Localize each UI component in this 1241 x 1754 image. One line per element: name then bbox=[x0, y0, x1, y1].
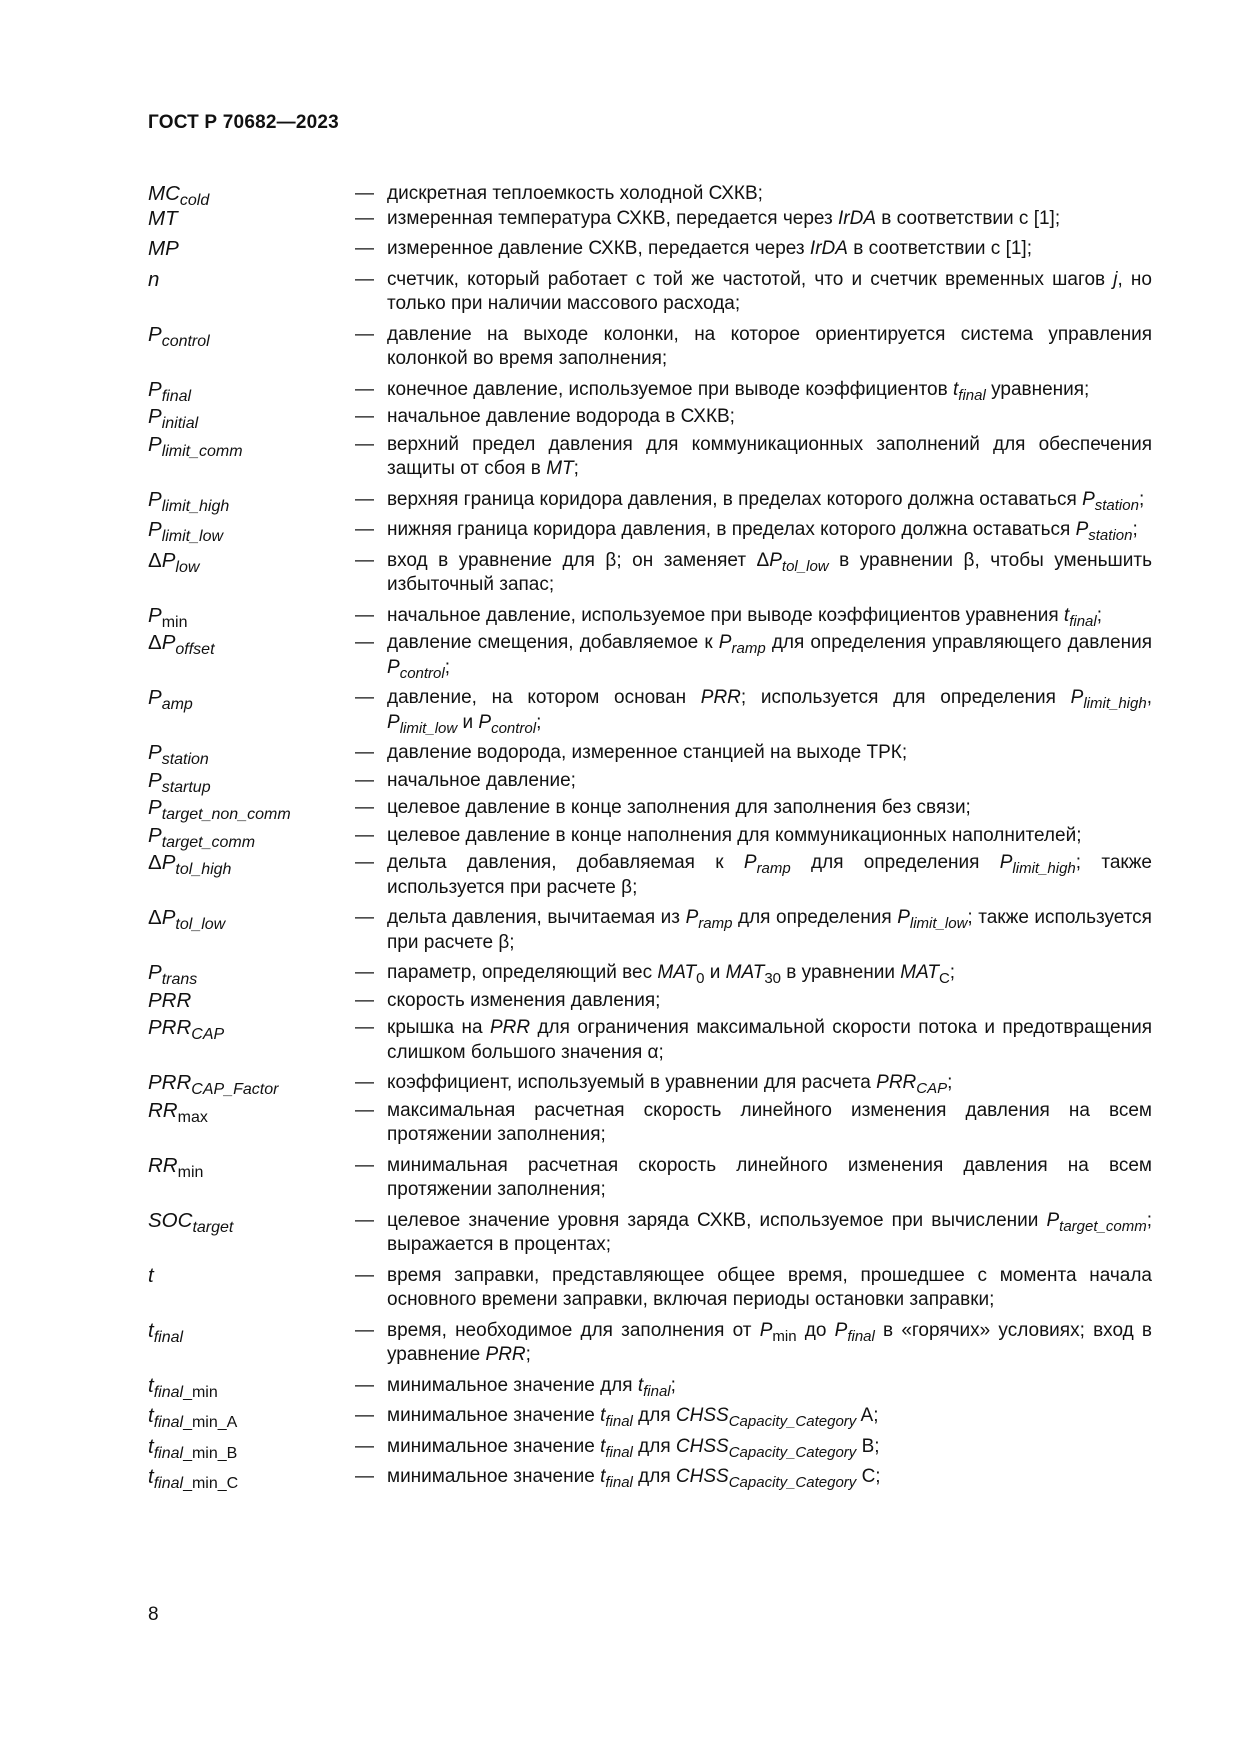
term-dash: — bbox=[355, 323, 374, 345]
term-definition: конечное давление, используемое при выводе коэффициентов $t_{final}$ уравнения; bbox=[387, 378, 1090, 404]
term-symbol: $t_{final\_min\_C}$ bbox=[148, 1465, 239, 1492]
term-dash: — bbox=[355, 1319, 374, 1341]
term-symbol: $\Delta P_{tol\_low}$ bbox=[148, 906, 226, 933]
term-definition: минимальная расчетная скорость линейного изменения давления на всем протяжении заполнения; bbox=[387, 1154, 1152, 1200]
term-symbol: $RR_{min}$ bbox=[148, 1153, 204, 1181]
term-symbol: $PRR_{CAP\_Factor}$ bbox=[148, 1071, 279, 1098]
term-symbol: MT bbox=[148, 206, 178, 230]
term-definition: целевое давление в конце заполнения для заполнения без связи; bbox=[387, 797, 971, 818]
term-symbol: $P_{limit\_comm}$ bbox=[148, 432, 243, 460]
term-dash: — bbox=[355, 1072, 374, 1093]
term-definition: максимальная расчетная скорость линейного изменения давления на всем протяжении заполнения; bbox=[387, 1099, 1152, 1145]
term-definition: давление водорода, измеренное станцией на выходе ТРК; bbox=[387, 742, 908, 763]
term-definition: параметр, определяющий вес $MAT_0$ и $MAT_{30}$ в уравнении $MAT_C$; bbox=[387, 962, 956, 987]
term-dash: — bbox=[355, 378, 374, 400]
term-dash: — bbox=[355, 268, 374, 290]
term-symbol: $P_{control}$ bbox=[148, 322, 210, 350]
term-definition: верхняя граница коридора давления, в пределах которого должна оставаться $P_{station}$; bbox=[387, 488, 1145, 514]
definition-entry bbox=[148, 1374, 1152, 1399]
definition-entry bbox=[148, 378, 1152, 403]
term-dash: — bbox=[355, 604, 374, 626]
term-definition: время заправки, представляющее общее время, прошедшее с момента начала основного времени заправки, включая периоды остановки заправки; bbox=[387, 1264, 1152, 1310]
term-definition: счетчик, который работает с той же частотой, что и счетчик временных шагов j, но только при наличии массового расхода; bbox=[387, 268, 1152, 314]
definition-entry bbox=[148, 237, 1152, 262]
term-symbol: PRR bbox=[148, 988, 192, 1012]
term-definition: давление, на котором основан PRR; используется для определения $P_{limit\_high}$, $P_{limit\_low}$ и $P_{control}$; bbox=[387, 687, 1152, 737]
term-dash: — bbox=[355, 1374, 374, 1396]
term-dash: — bbox=[355, 1017, 374, 1038]
term-symbol: n bbox=[148, 267, 160, 291]
term-dash: — bbox=[355, 1435, 374, 1457]
term-definition: минимальное значение $t_{final}$ для $CHSS_{Capacity\_Category}$ A; bbox=[387, 1405, 879, 1430]
term-definition: начальное давление, используемое при выводе коэффициентов уравнения $t_{final}$; bbox=[387, 604, 1103, 630]
term-dash: — bbox=[355, 433, 374, 455]
term-dash: — bbox=[355, 488, 374, 510]
definition-entry bbox=[148, 207, 1152, 232]
term-definition: минимальное значение для $t_{final}$; bbox=[387, 1374, 676, 1400]
definition-entry bbox=[148, 824, 1152, 849]
definition-entry bbox=[148, 1154, 1152, 1203]
term-dash: — bbox=[355, 852, 374, 873]
term-definition: коэффициент, используемый в уравнении для расчета $PRR_{CAP}$; bbox=[387, 1072, 953, 1097]
page-number: 8 bbox=[148, 1604, 159, 1625]
term-definition: дельта давления, вычитаемая из $P_{ramp}$ для определения $P_{limit\_low}$; также используется при расчете β; bbox=[387, 907, 1152, 953]
term-dash: — bbox=[355, 632, 374, 653]
term-dash: — bbox=[355, 1209, 374, 1231]
term-definition: давление на выходе колонки, на которое ориентируется система управления колонкой во время заполнения; bbox=[387, 323, 1152, 369]
term-dash: — bbox=[355, 907, 374, 928]
term-symbol: $\Delta P_{low}$ bbox=[148, 548, 200, 576]
term-symbol: $P_{amp}$ bbox=[148, 686, 193, 713]
term-dash: — bbox=[355, 1405, 374, 1426]
term-symbol: $P_{station}$ bbox=[148, 741, 209, 768]
term-symbol: $t_{final\_min}$ bbox=[148, 1373, 218, 1401]
term-symbol: $P_{trans}$ bbox=[148, 961, 198, 988]
term-definition: целевое значение уровня заряда СХКВ, используемое при вычислении $P_{target\_comm}$; выражается в процентах; bbox=[387, 1209, 1152, 1255]
term-definition: верхний предел давления для коммуникационных заполнений для обеспечения защиты от сбоя в MT; bbox=[387, 433, 1152, 479]
term-dash: — bbox=[355, 549, 374, 571]
definition-entry bbox=[148, 769, 1152, 794]
term-definition: вход в уравнение для β; он заменяет $\Delta P_{tol\_low}$ в уравнении β, чтобы уменьшить избыточный запас; bbox=[387, 549, 1152, 595]
document-header: ГОСТ Р 70682—2023 bbox=[148, 112, 339, 133]
term-symbol: $P_{startup}$ bbox=[148, 768, 211, 796]
term-definition: начальное давление; bbox=[387, 769, 576, 791]
term-symbol: $P_{target\_comm}$ bbox=[148, 823, 256, 851]
definitions-list bbox=[148, 182, 1152, 1490]
definition-entry bbox=[148, 686, 1152, 735]
term-definition: давление смещения, добавляемое к $P_{ramp}$ для определения управляющего давления $P_{control}$; bbox=[387, 632, 1152, 682]
term-definition: дискретная теплоемкость холодной СХКВ; bbox=[387, 183, 763, 204]
term-dash: — bbox=[355, 519, 374, 540]
term-symbol: $P_{limit\_high}$ bbox=[148, 487, 230, 515]
term-dash: — bbox=[355, 1466, 374, 1487]
definition-entry bbox=[148, 1404, 1152, 1429]
definition-entry bbox=[148, 323, 1152, 372]
definition-entry bbox=[148, 1209, 1152, 1258]
term-definition: измеренное давление СХКВ, передается через IrDA в соответствии с [1]; bbox=[387, 238, 1032, 259]
term-symbol: $P_{initial}$ bbox=[148, 405, 199, 432]
definition-entry bbox=[148, 268, 1152, 317]
term-dash: — bbox=[355, 1099, 374, 1121]
term-symbol: $RR_{max}$ bbox=[148, 1098, 208, 1126]
definition-entry bbox=[148, 433, 1152, 482]
term-symbol: $P_{target\_non\_comm}$ bbox=[148, 796, 291, 823]
definition-entry bbox=[148, 796, 1152, 821]
term-dash: — bbox=[355, 742, 374, 763]
term-symbol: $PRR_{CAP}$ bbox=[148, 1016, 225, 1043]
term-symbol: $P_{final}$ bbox=[148, 377, 192, 405]
term-definition: скорость изменения давления; bbox=[387, 989, 661, 1011]
definition-entry bbox=[148, 961, 1152, 986]
term-dash: — bbox=[355, 962, 374, 983]
term-symbol: $\Delta P_{offset}$ bbox=[148, 631, 215, 658]
definition-entry bbox=[148, 182, 1152, 207]
term-definition: начальное давление водорода в СХКВ; bbox=[387, 406, 735, 427]
term-dash: — bbox=[355, 207, 374, 229]
term-dash: — bbox=[355, 824, 374, 846]
term-definition: нижняя граница коридора давления, в пределах которого должна оставаться $P_{station}$; bbox=[387, 519, 1138, 544]
definition-entry bbox=[148, 405, 1152, 430]
term-symbol: $t_{final\_min\_B}$ bbox=[148, 1434, 238, 1462]
term-symbol: t bbox=[148, 1263, 154, 1287]
term-symbol: MP bbox=[148, 237, 179, 260]
definition-entry bbox=[148, 604, 1152, 629]
definition-entry bbox=[148, 549, 1152, 598]
term-definition: минимальное значение $t_{final}$ для $CHSS_{Capacity\_Category}$ C; bbox=[387, 1466, 881, 1491]
definition-entry bbox=[148, 1099, 1152, 1148]
term-dash: — bbox=[355, 989, 374, 1011]
term-dash: — bbox=[355, 687, 374, 708]
term-definition: измеренная температура СХКВ, передается через IrDA в соответствии с [1]; bbox=[387, 207, 1061, 229]
term-symbol: $t_{final}$ bbox=[148, 1318, 184, 1346]
term-symbol: $SOC_{target}$ bbox=[148, 1208, 234, 1236]
term-dash: — bbox=[355, 406, 374, 427]
term-definition: дельта давления, добавляемая к $P_{ramp}$ для определения $P_{limit\_high}$; также используется при расчете β; bbox=[387, 852, 1152, 898]
definition-entry bbox=[148, 1264, 1152, 1313]
term-definition: время, необходимое для заполнения от $P_{min}$ до $P_{final}$ в «горячих» условиях; вход в уравнение PRR; bbox=[387, 1319, 1152, 1365]
definition-entry bbox=[148, 1465, 1152, 1490]
term-dash: — bbox=[355, 183, 374, 204]
term-symbol: $P_{min}$ bbox=[148, 603, 188, 631]
definition-entry bbox=[148, 1435, 1152, 1460]
definition-entry bbox=[148, 1319, 1152, 1368]
definition-entry bbox=[148, 741, 1152, 766]
term-definition: целевое давление в конце наполнения для коммуникационных наполнителей; bbox=[387, 824, 1082, 846]
term-dash: — bbox=[355, 1264, 374, 1286]
term-dash: — bbox=[355, 769, 374, 791]
term-dash: — bbox=[355, 238, 374, 259]
definition-entry bbox=[148, 1071, 1152, 1096]
term-definition: минимальное значение $t_{final}$ для $CHSS_{Capacity\_Category}$ B; bbox=[387, 1435, 880, 1461]
definition-entry bbox=[148, 1016, 1152, 1065]
definition-entry bbox=[148, 906, 1152, 955]
term-definition: крышка на PRR для ограничения максимальной скорости потока и предотвращения слишком большого значения α; bbox=[387, 1017, 1152, 1063]
definition-entry bbox=[148, 851, 1152, 900]
term-dash: — bbox=[355, 1154, 374, 1176]
term-symbol: $\Delta P_{tol\_high}$ bbox=[148, 851, 232, 878]
definition-entry bbox=[148, 488, 1152, 513]
term-symbol: $P_{limit\_low}$ bbox=[148, 518, 224, 545]
term-symbol: $MC_{cold}$ bbox=[148, 182, 210, 209]
term-symbol: $t_{final\_min\_A}$ bbox=[148, 1404, 238, 1431]
definition-entry bbox=[148, 518, 1152, 543]
definition-entry bbox=[148, 989, 1152, 1014]
definition-entry bbox=[148, 631, 1152, 680]
term-dash: — bbox=[355, 797, 374, 818]
